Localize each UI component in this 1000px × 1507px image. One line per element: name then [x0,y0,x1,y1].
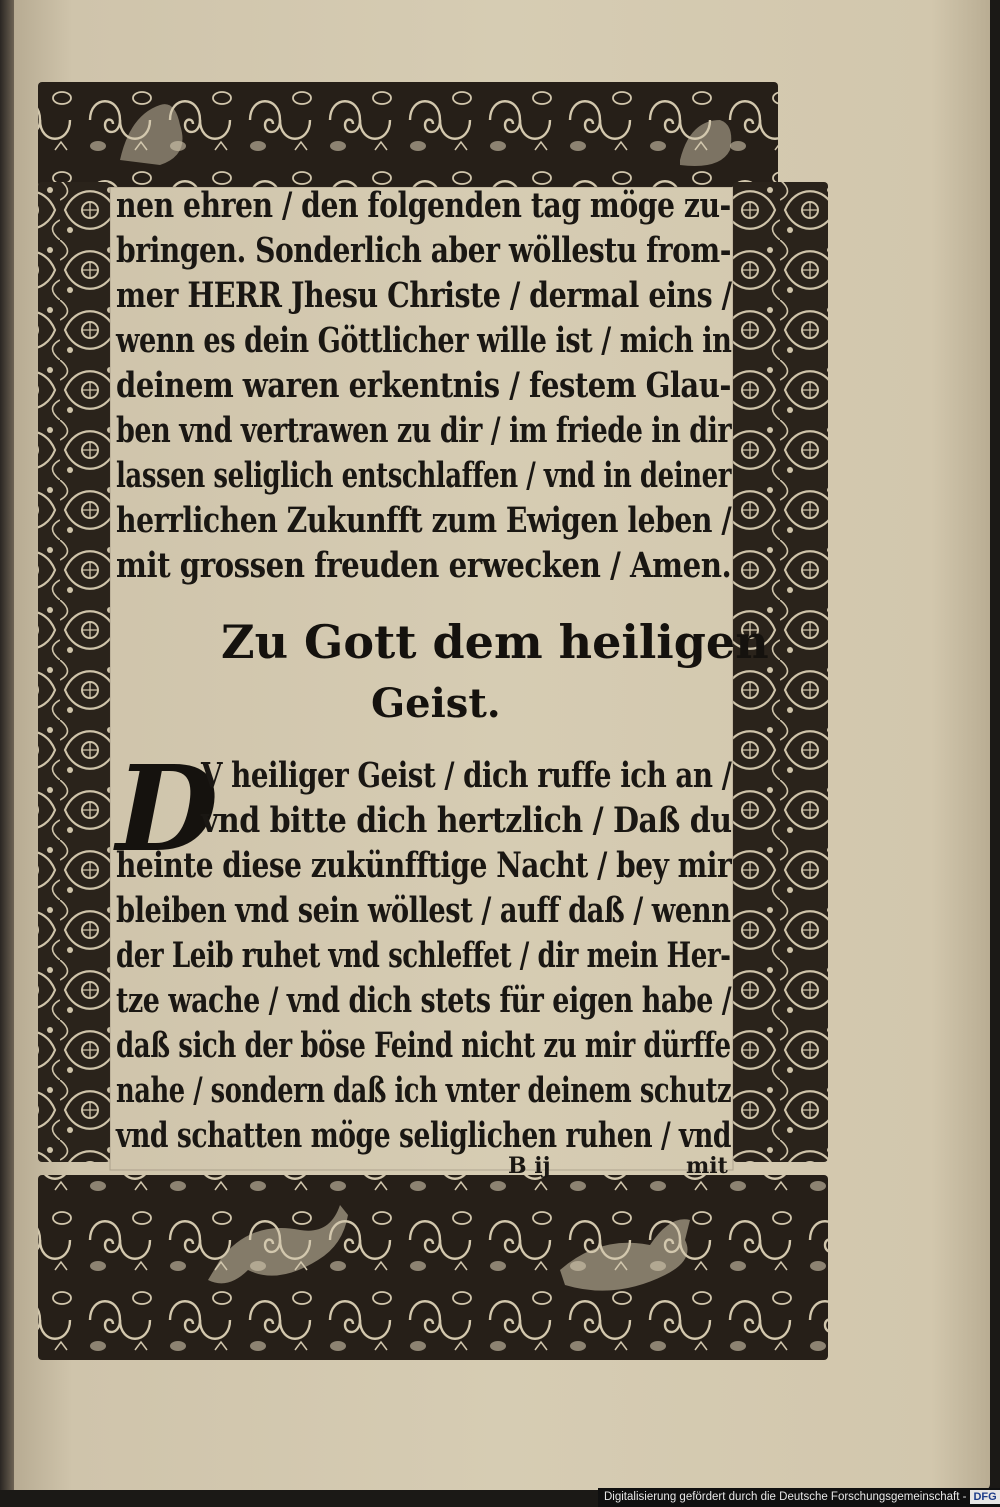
prayer-line: tze wache / vnd dich stets für eigen habe / [116,980,732,1021]
catchword: mit [686,1153,728,1179]
prayer-line: V heiliger Geist / dich ruffe ich an / [201,755,732,796]
body-line: herrlichen Zukunfft zum Ewigen leben / [116,500,732,541]
prayer-line: heinte diese zukünfftige Nacht / bey mir [116,845,732,886]
body-line: mer HERR Jhesu Christe / dermal eins / [116,275,732,316]
prayer-line: bleiben vnd sein wöllest / auff daß / wenn [116,890,731,931]
prayer-line: vnd schatten möge seliglichen ruhen / vnd [116,1115,732,1156]
prayer-line: daß sich der böse Feind nicht zu mir dürffe [116,1025,731,1066]
dfg-logo: DFG [970,1490,999,1504]
body-line: mit grossen freuden erwecken / Amen. [116,545,732,586]
section-heading-line2: Geist. [371,680,501,727]
digitization-credit [598,1488,1000,1507]
body-line: nen ehren / den folgenden tag möge zu- [116,185,731,226]
section-heading-line1: Zu Gott dem heiligen [221,615,769,669]
body-line: deinem waren erkentnis / festem Glau- [116,365,731,406]
body-line: wenn es dein Göttlicher wille ist / mich in [116,320,732,361]
body-line: ben vnd vertrawen zu dir / im friede in dir [116,410,732,451]
prayer-line: nahe / sondern daß ich vnter deinem schutz [116,1070,732,1111]
body-line: bringen. Sonderlich aber wöllestu from- [116,230,731,271]
prayer-line: vnd bitte dich hertzlich / Daß du [201,800,732,841]
show-through-text [600,580,740,760]
prayer-line: der Leib ruhet vnd schleffet / dir mein Her- [116,935,731,976]
drop-cap: D [116,739,219,878]
signature-mark: B ij [508,1153,551,1179]
credit-text: Digitalisierung gefördert durch die Deutsche Forschungsgemeinschaft - [604,1491,967,1503]
body-line: lassen seliglich entschlaffen / vnd in deiner [116,455,731,496]
